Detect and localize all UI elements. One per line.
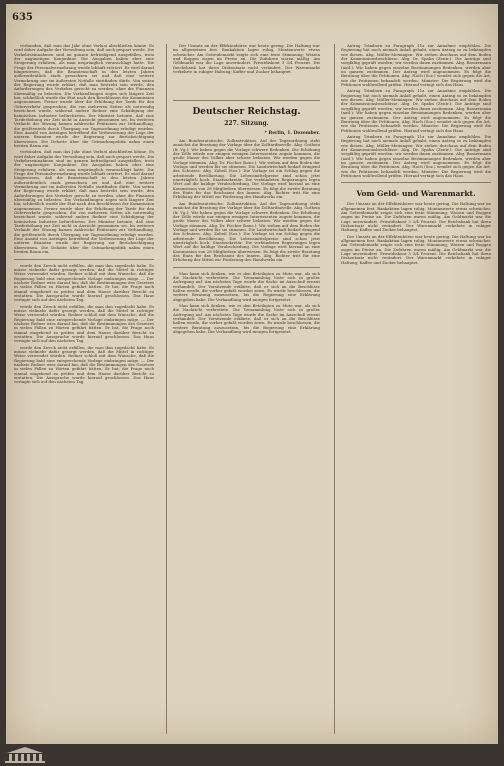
article-text: werde den Zweck nicht erfüllen, die man ihm zugedacht habe. Es müsse vielmehr dafür gesorgt werden, daß die Mittel in richtiger Weise verwendet würden. Redner schloß mit dem Wunsche, daß die Regierung bald eine entsprechende Vorlage einbringen möge. — Der nächste Redner wies darauf hin, daß die Bestimmungen des Gesetzes in vielen Fällen zu Härten geführt hätten. Er bat, die Frage noch einmal eingehend zu prüfen und dem Hause darüber Bericht zu erstatten. Die Aussprache wurde hierauf geschlossen. Das Haus vertagte sich auf den nächsten Tag. xyxy=(14,262,154,303)
left-column xyxy=(14,44,154,736)
article-text: Antrag Trimborn zu Paragraph 11a zur Annahme empfohlen. Die Regierung hat noch niemals Anlaß gehabt, einen Antrag so zu bekämpfen wie diesen. Abg. Müller-Meiningen: Wir stehen durchaus auf dem Boden der Kommissionsbeschlüsse. Abg. Dr. Spahn (Zentr.): Die Anträge sind sorgfältig geprüft worden; wir werden ihnen zustimmen. Abg. Bassermann (natl.): Wir haben gegen einzelne Bestimmungen Bedenken, werden aber im ganzen zustimmen. Der Antrag wird angenommen. Es folgt die Beratung über die Petitionen. Abg. Hoch (Soz.) wendet sich gegen die Art, wie die Petitionen behandelt werden. Minister: Die Regierung wird die Petitionen wohlwollend prüfen. Hierauf vertagt sich das Haus. xyxy=(341,88,491,133)
article-text: Der Umsatz an der Effektenbörse war heute gering. Die Haltung war im allgemeinen fest. Bankaktien lagen ruhig, Montanwerte etwas schwächer. Am Getreidemarkt zeigte sich eine feste Stimmung; Weizen und Roggen zogen im Preise an. Die Zufuhren waren mäßig. Am Geldmarkt war die Lage unverändert. Privatdiskont 3 3/4 Prozent. Die Reichsbank hat ihren Diskontsatz nicht verändert. Der Warenmarkt verkehrte in ruhiger Haltung; Kaffee und Zucker behauptet. xyxy=(173,44,320,75)
article-text: Am Bundesratstische: Zollinstruktion. Auf der Tagesordnung steht zunächst die Beratung der Vorlage über die Zolltarifnovelle. Abg. Gothein (fr. Vg.): Wir haben gegen die Vorlage schwere Bedenken. Die Erhöhung der Zölle würde nur einigen wenigen Interessenten zugute kommen, die große Masse des Volkes aber schwer belasten. Wir werden gegen die Vorlage stimmen. Abg. Dr. Fischer (kons.): Wir stehen auf dem Boden der Vorlage und werden für sie stimmen. Die Landwirtschaft bedarf dringend des Schutzes. Abg. Zubeil (Soz.): Die Vorlage ist ein Schlag gegen die arbeitende Bevölkerung. Die Lebensmittelpreise sind schon jetzt unerträglich hoch. Staatssekretär: Die verbündeten Regierungen legen Wert auf die baldige Verabschiedung. Die Vorlage wird hierauf an eine Kommission von 28 Mitgliedern überwiesen. Es folgt die zweite Beratung des Etats für das Reichsamt des Innern. Abg. Richter tritt für eine Erhöhung der Mittel zur Förderung des Handwerks ein. xyxy=(173,138,320,200)
session-heading: 227. Sitzung. xyxy=(224,120,269,127)
dateline: * Berlin, 1. Dezember. xyxy=(264,131,320,136)
article-text: Am Bundesratstische: Zollinstruktion. Auf der Tagesordnung steht zunächst die Beratung der Vorlage über die Zolltarifnovelle. Abg. Gothein (fr. Vg.): Wir haben gegen die Vorlage schwere Bedenken. Die Erhöhung der Zölle würde nur einigen wenigen Interessenten zugute kommen, die große Masse des Volkes aber schwer belasten. Wir werden gegen die Vorlage stimmen. Abg. Dr. Fischer (kons.): Wir stehen auf dem Boden der Vorlage und werden für sie stimmen. Die Landwirtschaft bedarf dringend des Schutzes. Abg. Zubeil (Soz.): Die Vorlage ist ein Schlag gegen die arbeitende Bevölkerung. Die Lebensmittelpreise sind schon jetzt unerträglich hoch. Staatssekretär: Die verbündeten Regierungen legen Wert auf die baldige Verabschiedung. Die Vorlage wird hierauf an eine Kommission von 28 Mitgliedern überwiesen. Es folgt die zweite Beratung des Etats für das Reichsamt des Innern. Abg. Richter tritt für eine Erhöhung der Mittel zur Förderung des Handwerks ein. xyxy=(173,200,320,263)
article-text: Man kann sich denken, wie es den Beteiligten zu Mute war, als sich die Nachricht verbreitete. Die Versammlung löste sich in großer Aufregung auf. Am nächsten Tage wurde die Sache im Ausschuß erneut verhandelt. Der Vorsitzende erklärte, daß er sich an die Beschlüsse halten werde, die vorher gefaßt worden seien. Es wurde beschlossen, die weitere Beratung auszusetzen, bis die Regierung eine Erklärung abgegeben habe. Die Verhandlung wird morgen fortgesetzt. xyxy=(173,270,320,302)
section-divider xyxy=(14,259,154,260)
article-text: Antrag Trimborn zu Paragraph 11a zur Annahme empfohlen. Die Regierung hat noch niemals Anlaß gehabt, einen Antrag so zu bekämpfen wie diesen. Abg. Müller-Meiningen: Wir stehen durchaus auf dem Boden der Kommissionsbeschlüsse. Abg. Dr. Spahn (Zentr.): Die Anträge sind sorgfältig geprüft worden; wir werden ihnen zustimmen. Abg. Bassermann (natl.): Wir haben gegen einzelne Bestimmungen Bedenken, werden aber im ganzen zustimmen. Der Antrag wird angenommen. Es folgt die Beratung über die Petitionen. Abg. Hoch (Soz.) wendet sich gegen die Art, wie die Petitionen behandelt werden. Minister: Die Regierung wird die Petitionen wohlwollend prüfen. Hierauf vertagt sich das Haus. xyxy=(341,44,491,88)
newspaper-page xyxy=(6,4,498,744)
section-divider xyxy=(173,267,320,268)
section-divider xyxy=(173,100,320,101)
article-text: Man kann sich denken, wie es den Beteiligten zu Mute war, als sich die Nachricht verbreitete. Die Versammlung löste sich in großer Aufregung auf. Am nächsten Tage wurde die Sache im Ausschuß erneut verhandelt. Der Vorsitzende erklärte, daß er sich an die Beschlüsse halten werde, die vorher gefaßt worden seien. Es wurde beschlossen, die weitere Beratung auszusetzen, bis die Regierung eine Erklärung abgegeben habe. Die Verhandlung wird morgen fortgesetzt. xyxy=(173,303,320,335)
right-column xyxy=(341,44,491,736)
library-building-logo xyxy=(4,746,46,764)
main-heading: Deutscher Reichstag. xyxy=(192,107,301,117)
section-divider xyxy=(341,182,491,183)
article-text: Antrag Trimborn zu Paragraph 11a zur Annahme empfohlen. Die Regierung hat noch niemals Anlaß gehabt, einen Antrag so zu bekämpfen wie diesen. Abg. Müller-Meiningen: Wir stehen durchaus auf dem Boden der Kommissionsbeschlüsse. Abg. Dr. Spahn (Zentr.): Die Anträge sind sorgfältig geprüft worden; wir werden ihnen zustimmen. Abg. Bassermann (natl.): Wir haben gegen einzelne Bestimmungen Bedenken, werden aber im ganzen zustimmen. Der Antrag wird angenommen. Es folgt die Beratung über die Petitionen. Abg. Hoch (Soz.) wendet sich gegen die Art, wie die Petitionen behandelt werden. Minister: Die Regierung wird die Petitionen wohlwollend prüfen. Hierauf vertagt sich das Haus. xyxy=(341,133,491,178)
column-rule xyxy=(334,44,335,734)
article-text: verbunden, daß man das Jahr ohne Verlust abschließen könne. Es wird daher Aufgabe der Verwaltung sein, daß auch gespart werde. Die Verkehrseinnahmen sind im ganzen befriedigend ausgefallen, trotz der ungünstigen Konjunktur. Die Ausgaben haben eher eine Steigerung erfahren, als man ursprünglich veranschlagt hatte. Die Frage der Personalvermehrung wurde lebhaft erörtert. Es wird darauf hingewiesen, daß die Beamtenschaft in den letzten Jahren außerordentlich stark gewachsen sei und daß eine weitere Vermehrung nur im äußersten Notfalle stattfinden dürfe. Von seiten der Regierung wurde erklärt, daß man bestrebt sein werde, den Anforderungen des Verkehrs gerecht zu werden, ohne die Finanzen übermäßig zu belasten. Die Verhandlungen zogen sich längere Zeit hin; schließlich wurde der Etat nach den Beschlüssen der Kommission angenommen. Ferner wurde über die Erhöhung der Tarife für den Güterverkehr gesprochen, die von mehreren Seiten als notwendig bezeichnet wurde, während andere Redner eine Schädigung der heimischen Industrie befürchteten. Der Minister betonte, daß eine Tariferhöhung zur Zeit nicht in Aussicht genommen sei. Im weiteren Verlaufe der Sitzung kamen zahlreiche Petitionen zur Verhandlung, die größtenteils durch Übergang zur Tagesordnung erledigt wurden. Eine Anzahl von Anträgen betreffend die Verbesserung der Lage der unteren Beamten wurde der Regierung zur Berücksichtigung überwiesen. Die Debatte über die Ostmarkenpolitik nahm einen breiten Raum ein. xyxy=(14,149,154,255)
article-text: werde den Zweck nicht erfüllen, die man ihm zugedacht habe. Es müsse vielmehr dafür gesorgt werden, daß die Mittel in richtiger Weise verwendet würden. Redner schloß mit dem Wunsche, daß die Regierung bald eine entsprechende Vorlage einbringen möge. — Der nächste Redner wies darauf hin, daß die Bestimmungen des Gesetzes in vielen Fällen zu Härten geführt hätten. Er bat, die Frage noch einmal eingehend zu prüfen und dem Hause darüber Bericht zu erstatten. Die Aussprache wurde hierauf geschlossen. Das Haus vertagte sich auf den nächsten Tag. xyxy=(14,303,154,344)
article-text: werde den Zweck nicht erfüllen, die man ihm zugedacht habe. Es müsse vielmehr dafür gesorgt werden, daß die Mittel in richtiger Weise verwendet würden. Redner schloß mit dem Wunsche, daß die Regierung bald eine entsprechende Vorlage einbringen möge. — Der nächste Redner wies darauf hin, daß die Bestimmungen des Gesetzes in vielen Fällen zu Härten geführt hätten. Er bat, die Frage noch einmal eingehend zu prüfen und dem Hause darüber Bericht zu erstatten. Die Aussprache wurde hierauf geschlossen. Das Haus vertagte sich auf den nächsten Tag. xyxy=(14,344,154,385)
column-rule xyxy=(166,44,167,734)
article-text: verbunden, daß man das Jahr ohne Verlust abschließen könne. Es wird daher Aufgabe der Verwaltung sein, daß auch gespart werde. Die Verkehrseinnahmen sind im ganzen befriedigend ausgefallen, trotz der ungünstigen Konjunktur. Die Ausgaben haben eher eine Steigerung erfahren, als man ursprünglich veranschlagt hatte. Die Frage der Personalvermehrung wurde lebhaft erörtert. Es wird darauf hingewiesen, daß die Beamtenschaft in den letzten Jahren außerordentlich stark gewachsen sei und daß eine weitere Vermehrung nur im äußersten Notfalle stattfinden dürfe. Von seiten der Regierung wurde erklärt, daß man bestrebt sein werde, den Anforderungen des Verkehrs gerecht zu werden, ohne die Finanzen übermäßig zu belasten. Die Verhandlungen zogen sich längere Zeit hin; schließlich wurde der Etat nach den Beschlüssen der Kommission angenommen. Ferner wurde über die Erhöhung der Tarife für den Güterverkehr gesprochen, die von mehreren Seiten als notwendig bezeichnet wurde, während andere Redner eine Schädigung der heimischen Industrie befürchteten. Der Minister betonte, daß eine Tariferhöhung zur Zeit nicht in Aussicht genommen sei. Im weiteren Verlaufe der Sitzung kamen zahlreiche Petitionen zur Verhandlung, die größtenteils durch Übergang zur Tagesordnung erledigt wurden. Eine Anzahl von Anträgen betreffend die Verbesserung der Lage der unteren Beamten wurde der Regierung zur Berücksichtigung überwiesen. Die Debatte über die Ostmarkenpolitik nahm einen breiten Raum ein. xyxy=(14,44,154,148)
page-number: 635 xyxy=(12,12,33,23)
article-text: Der Umsatz an der Effektenbörse war heute gering. Die Haltung war im allgemeinen fest. Bankaktien lagen ruhig, Montanwerte etwas schwächer. Am Getreidemarkt zeigte sich eine feste Stimmung; Weizen und Roggen zogen im Preise an. Die Zufuhren waren mäßig. Am Geldmarkt war die Lage unverändert. Privatdiskont 3 3/4 Prozent. Die Reichsbank hat ihren Diskontsatz nicht verändert. Der Warenmarkt verkehrte in ruhiger Haltung; Kaffee und Zucker behauptet. xyxy=(341,233,491,265)
middle-column xyxy=(173,44,320,736)
market-section-heading: Vom Geld- und Warenmarkt. xyxy=(356,189,476,199)
article-text: Der Umsatz an der Effektenbörse war heute gering. Die Haltung war im allgemeinen fest. Bankaktien lagen ruhig, Montanwerte etwas schwächer. Am Getreidemarkt zeigte sich eine feste Stimmung; Weizen und Roggen zogen im Preise an. Die Zufuhren waren mäßig. Am Geldmarkt war die Lage unverändert. Privatdiskont 3 3/4 Prozent. Die Reichsbank hat ihren Diskontsatz nicht verändert. Der Warenmarkt verkehrte in ruhiger Haltung; Kaffee und Zucker behauptet. xyxy=(341,201,491,233)
